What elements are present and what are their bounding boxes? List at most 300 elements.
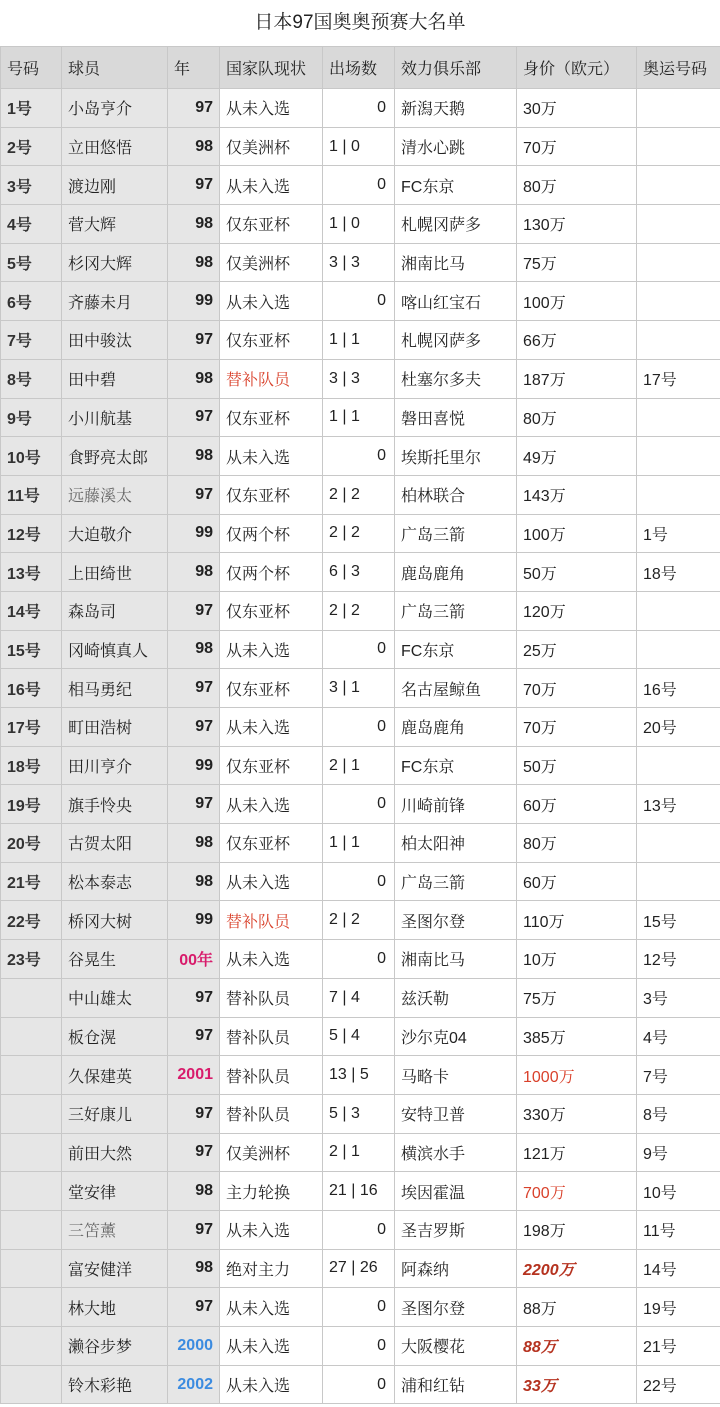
cell-year: 98 [168,1172,220,1211]
cell-national-status: 主力轮换 [220,1172,323,1211]
cell-player-name: 齐藤未月 [62,282,168,321]
cell-player-name: 前田大然 [62,1133,168,1172]
cell-number: 14号 [1,591,62,630]
cell-club: FC东京 [395,630,517,669]
cell-olympic-number: 4号 [637,1017,720,1056]
cell-olympic-number: 12号 [637,940,720,979]
cell-number: 19号 [1,785,62,824]
table-row [1,359,720,398]
cell-club: FC东京 [395,166,517,205]
cell-player-name: 町田浩树 [62,708,168,747]
cell-club: 兹沃勒 [395,978,517,1017]
table-row [1,243,720,282]
cell-olympic-number [637,475,720,514]
cell-market-value: 80万 [517,824,637,863]
cell-club: 杜塞尔多夫 [395,359,517,398]
cell-number [1,1094,62,1133]
cell-national-status: 替补队员 [220,1017,323,1056]
cell-appearances: 0 [323,1288,395,1327]
cell-appearances: 27 | 26 [323,1249,395,1288]
table-row [1,398,720,437]
table-row [1,1172,720,1211]
cell-appearances: 2 | 1 [323,746,395,785]
table-row [1,1365,720,1404]
cell-market-value: 187万 [517,359,637,398]
cell-olympic-number [637,746,720,785]
cell-appearances: 13 | 5 [323,1056,395,1095]
cell-market-value: 70万 [517,708,637,747]
cell-national-status: 替补队员 [220,901,323,940]
cell-appearances: 0 [323,785,395,824]
cell-olympic-number: 21号 [637,1327,720,1366]
cell-national-status: 仅东亚杯 [220,669,323,708]
cell-number: 23号 [1,940,62,979]
cell-national-status: 仅东亚杯 [220,746,323,785]
table-row [1,205,720,244]
cell-player-name: 三好康儿 [62,1094,168,1133]
cell-player-name: 小川航基 [62,398,168,437]
cell-appearances: 2 | 1 [323,1133,395,1172]
cell-market-value: 60万 [517,785,637,824]
cell-club: 札幌冈萨多 [395,205,517,244]
cell-market-value: 121万 [517,1133,637,1172]
cell-appearances: 0 [323,630,395,669]
cell-club: 磐田喜悦 [395,398,517,437]
cell-olympic-number [637,591,720,630]
cell-player-name: 林大地 [62,1288,168,1327]
cell-club: 广岛三箭 [395,514,517,553]
cell-number: 9号 [1,398,62,437]
cell-market-value: 110万 [517,901,637,940]
cell-market-value: 75万 [517,243,637,282]
cell-national-status: 从未入选 [220,1365,323,1404]
cell-year: 97 [168,1288,220,1327]
cell-year: 98 [168,437,220,476]
cell-olympic-number [637,824,720,863]
cell-club: 川崎前锋 [395,785,517,824]
cell-club: 鹿岛鹿角 [395,553,517,592]
cell-number: 2号 [1,127,62,166]
cell-year: 98 [168,824,220,863]
cell-player-name: 堂安律 [62,1172,168,1211]
cell-number: 1号 [1,89,62,128]
cell-appearances: 5 | 4 [323,1017,395,1056]
cell-national-status: 从未入选 [220,862,323,901]
cell-number: 12号 [1,514,62,553]
header-year: 年 [168,47,220,89]
cell-year: 97 [168,978,220,1017]
cell-appearances: 0 [323,282,395,321]
cell-club: 大阪樱花 [395,1327,517,1366]
table-row [1,475,720,514]
cell-appearances: 6 | 3 [323,553,395,592]
roster-table [0,46,720,1404]
table-row [1,1017,720,1056]
cell-market-value: 130万 [517,205,637,244]
cell-club: 阿森纳 [395,1249,517,1288]
cell-year: 98 [168,127,220,166]
cell-national-status: 替补队员 [220,1094,323,1133]
cell-market-value: 30万 [517,89,637,128]
cell-number [1,1327,62,1366]
cell-market-value: 700万 [517,1172,637,1211]
cell-number [1,1249,62,1288]
cell-national-status: 仅东亚杯 [220,824,323,863]
cell-appearances: 3 | 3 [323,243,395,282]
cell-appearances: 7 | 4 [323,978,395,1017]
cell-national-status: 仅两个杯 [220,514,323,553]
cell-number: 18号 [1,746,62,785]
cell-year: 00年 [168,940,220,979]
cell-national-status: 从未入选 [220,708,323,747]
cell-national-status: 仅美洲杯 [220,243,323,282]
table-row [1,785,720,824]
cell-club: 安特卫普 [395,1094,517,1133]
cell-player-name: 铃木彩艳 [62,1365,168,1404]
table-row [1,1133,720,1172]
cell-player-name: 大迫敬介 [62,514,168,553]
cell-number: 22号 [1,901,62,940]
cell-national-status: 仅东亚杯 [220,321,323,360]
cell-player-name: 松本泰志 [62,862,168,901]
cell-appearances: 0 [323,89,395,128]
cell-player-name: 久保建英 [62,1056,168,1095]
table-row [1,127,720,166]
cell-national-status: 从未入选 [220,630,323,669]
cell-national-status: 从未入选 [220,89,323,128]
cell-number: 4号 [1,205,62,244]
cell-national-status: 仅东亚杯 [220,591,323,630]
cell-club: 湘南比马 [395,940,517,979]
cell-number: 13号 [1,553,62,592]
cell-olympic-number [637,205,720,244]
cell-number: 5号 [1,243,62,282]
cell-appearances: 0 [323,940,395,979]
cell-player-name: 中山雄太 [62,978,168,1017]
cell-appearances: 0 [323,1365,395,1404]
cell-club: 清水心跳 [395,127,517,166]
table-row [1,708,720,747]
cell-market-value: 33万 [517,1365,637,1404]
table-row [1,1056,720,1095]
cell-national-status: 仅东亚杯 [220,398,323,437]
cell-appearances: 0 [323,1327,395,1366]
table-row [1,514,720,553]
cell-appearances: 3 | 1 [323,669,395,708]
cell-market-value: 75万 [517,978,637,1017]
cell-national-status: 从未入选 [220,1288,323,1327]
cell-year: 97 [168,1133,220,1172]
cell-appearances: 2 | 2 [323,475,395,514]
cell-year: 2000 [168,1327,220,1366]
cell-olympic-number: 16号 [637,669,720,708]
cell-appearances: 21 | 16 [323,1172,395,1211]
cell-national-status: 绝对主力 [220,1249,323,1288]
cell-olympic-number [637,282,720,321]
cell-year: 97 [168,321,220,360]
header-player: 球员 [62,47,168,89]
table-row [1,282,720,321]
cell-olympic-number [637,437,720,476]
cell-appearances: 0 [323,437,395,476]
cell-national-status: 仅东亚杯 [220,475,323,514]
cell-market-value: 120万 [517,591,637,630]
cell-year: 2001 [168,1056,220,1095]
cell-number: 21号 [1,862,62,901]
cell-player-name: 桥冈大树 [62,901,168,940]
cell-olympic-number [637,630,720,669]
cell-club: 柏太阳神 [395,824,517,863]
cell-player-name: 田中骏汰 [62,321,168,360]
header-national-status: 国家队现状 [220,47,323,89]
cell-year: 98 [168,553,220,592]
cell-player-name: 森岛司 [62,591,168,630]
cell-player-name: 田中碧 [62,359,168,398]
cell-national-status: 仅美洲杯 [220,127,323,166]
cell-player-name: 食野亮太郎 [62,437,168,476]
header-market-value: 身价（欧元） [517,47,637,89]
cell-olympic-number: 3号 [637,978,720,1017]
cell-appearances: 2 | 2 [323,901,395,940]
cell-appearances: 1 | 1 [323,398,395,437]
cell-number: 15号 [1,630,62,669]
header-appearances: 出场数 [323,47,395,89]
cell-club: 湘南比马 [395,243,517,282]
cell-player-name: 渡边刚 [62,166,168,205]
cell-player-name: 立田悠悟 [62,127,168,166]
cell-appearances: 0 [323,862,395,901]
cell-olympic-number [637,127,720,166]
cell-market-value: 70万 [517,127,637,166]
cell-national-status: 仅东亚杯 [220,205,323,244]
cell-year: 98 [168,630,220,669]
cell-market-value: 385万 [517,1017,637,1056]
cell-club: 圣吉罗斯 [395,1210,517,1249]
cell-club: 马略卡 [395,1056,517,1095]
cell-olympic-number: 13号 [637,785,720,824]
cell-number: 16号 [1,669,62,708]
cell-player-name: 上田绮世 [62,553,168,592]
cell-number: 20号 [1,824,62,863]
cell-number [1,1017,62,1056]
cell-olympic-number: 22号 [637,1365,720,1404]
cell-appearances: 2 | 2 [323,591,395,630]
cell-year: 98 [168,1249,220,1288]
cell-olympic-number: 1号 [637,514,720,553]
cell-national-status: 替补队员 [220,359,323,398]
cell-olympic-number: 8号 [637,1094,720,1133]
cell-year: 97 [168,669,220,708]
cell-market-value: 198万 [517,1210,637,1249]
cell-year: 99 [168,514,220,553]
cell-club: 埃斯托里尔 [395,437,517,476]
cell-player-name: 杉冈大辉 [62,243,168,282]
cell-national-status: 从未入选 [220,437,323,476]
cell-olympic-number [637,321,720,360]
cell-appearances: 1 | 1 [323,321,395,360]
table-row [1,669,720,708]
cell-market-value: 66万 [517,321,637,360]
cell-number [1,1172,62,1211]
cell-market-value: 70万 [517,669,637,708]
cell-market-value: 50万 [517,553,637,592]
cell-national-status: 替补队员 [220,1056,323,1095]
cell-appearances: 2 | 2 [323,514,395,553]
table-row [1,940,720,979]
cell-market-value: 80万 [517,166,637,205]
table-row [1,166,720,205]
cell-club: 柏林联合 [395,475,517,514]
cell-national-status: 从未入选 [220,1210,323,1249]
cell-player-name: 三笘薰 [62,1210,168,1249]
cell-year: 99 [168,746,220,785]
cell-appearances: 5 | 3 [323,1094,395,1133]
table-row [1,1288,720,1327]
table-row [1,437,720,476]
header-olympic-number: 奥运号码 [637,47,720,89]
cell-year: 98 [168,862,220,901]
cell-appearances: 0 [323,708,395,747]
cell-number: 7号 [1,321,62,360]
cell-year: 97 [168,785,220,824]
cell-appearances: 1 | 0 [323,127,395,166]
table-row [1,321,720,360]
cell-player-name: 相马勇纪 [62,669,168,708]
cell-year: 98 [168,359,220,398]
cell-number [1,1288,62,1327]
cell-number: 6号 [1,282,62,321]
cell-market-value: 1000万 [517,1056,637,1095]
cell-year: 97 [168,475,220,514]
cell-olympic-number: 10号 [637,1172,720,1211]
roster-body [1,89,720,1404]
cell-year: 99 [168,282,220,321]
cell-year: 97 [168,398,220,437]
cell-market-value: 2200万 [517,1249,637,1288]
table-row [1,1094,720,1133]
cell-player-name: 小岛亨介 [62,89,168,128]
header-row [1,47,720,89]
cell-player-name: 远藤溪太 [62,475,168,514]
cell-appearances: 1 | 1 [323,824,395,863]
cell-player-name: 旗手怜央 [62,785,168,824]
cell-year: 97 [168,89,220,128]
cell-national-status: 从未入选 [220,785,323,824]
table-row [1,1210,720,1249]
cell-year: 2002 [168,1365,220,1404]
cell-market-value: 10万 [517,940,637,979]
cell-market-value: 88万 [517,1288,637,1327]
cell-number [1,1056,62,1095]
cell-player-name: 菅大辉 [62,205,168,244]
cell-appearances: 0 [323,1210,395,1249]
cell-olympic-number: 7号 [637,1056,720,1095]
cell-club: 新潟天鹅 [395,89,517,128]
cell-club: 札幌冈萨多 [395,321,517,360]
cell-club: FC东京 [395,746,517,785]
table-row [1,630,720,669]
cell-number [1,978,62,1017]
cell-player-name: 濑谷步梦 [62,1327,168,1366]
cell-olympic-number: 18号 [637,553,720,592]
cell-club: 浦和红钻 [395,1365,517,1404]
cell-olympic-number: 14号 [637,1249,720,1288]
cell-player-name: 富安健洋 [62,1249,168,1288]
cell-club: 沙尔克04 [395,1017,517,1056]
cell-market-value: 88万 [517,1327,637,1366]
table-row [1,89,720,128]
cell-market-value: 49万 [517,437,637,476]
header-club: 效力俱乐部 [395,47,517,89]
cell-market-value: 330万 [517,1094,637,1133]
cell-national-status: 从未入选 [220,166,323,205]
cell-club: 圣图尔登 [395,1288,517,1327]
cell-olympic-number: 20号 [637,708,720,747]
cell-market-value: 80万 [517,398,637,437]
table-row [1,1327,720,1366]
cell-club: 圣图尔登 [395,901,517,940]
header-number: 号码 [1,47,62,89]
cell-year: 97 [168,1094,220,1133]
cell-year: 99 [168,901,220,940]
cell-appearances: 0 [323,166,395,205]
cell-number [1,1133,62,1172]
cell-year: 97 [168,591,220,630]
cell-club: 广岛三箭 [395,862,517,901]
cell-club: 埃因霍温 [395,1172,517,1211]
cell-national-status: 从未入选 [220,940,323,979]
cell-olympic-number [637,243,720,282]
cell-club: 鹿岛鹿角 [395,708,517,747]
cell-club: 广岛三箭 [395,591,517,630]
cell-olympic-number [637,89,720,128]
cell-year: 98 [168,205,220,244]
cell-national-status: 从未入选 [220,1327,323,1366]
cell-number: 10号 [1,437,62,476]
cell-olympic-number [637,862,720,901]
table-row [1,901,720,940]
cell-market-value: 100万 [517,282,637,321]
cell-year: 97 [168,1210,220,1249]
cell-olympic-number [637,398,720,437]
cell-year: 97 [168,708,220,747]
table-row [1,591,720,630]
cell-market-value: 60万 [517,862,637,901]
cell-number: 8号 [1,359,62,398]
cell-year: 97 [168,166,220,205]
cell-national-status: 从未入选 [220,282,323,321]
cell-number: 3号 [1,166,62,205]
cell-club: 横滨水手 [395,1133,517,1172]
cell-market-value: 100万 [517,514,637,553]
cell-player-name: 田川亨介 [62,746,168,785]
table-row [1,862,720,901]
table-row [1,824,720,863]
table-row [1,746,720,785]
table-row [1,1249,720,1288]
cell-olympic-number: 19号 [637,1288,720,1327]
cell-year: 97 [168,1017,220,1056]
cell-player-name: 板仓滉 [62,1017,168,1056]
cell-number [1,1210,62,1249]
cell-player-name: 冈崎慎真人 [62,630,168,669]
cell-national-status: 替补队员 [220,978,323,1017]
cell-olympic-number: 11号 [637,1210,720,1249]
table-row [1,978,720,1017]
cell-olympic-number: 15号 [637,901,720,940]
cell-year: 98 [168,243,220,282]
page-title: 日本97国奥奥预赛大名单 [254,12,466,33]
